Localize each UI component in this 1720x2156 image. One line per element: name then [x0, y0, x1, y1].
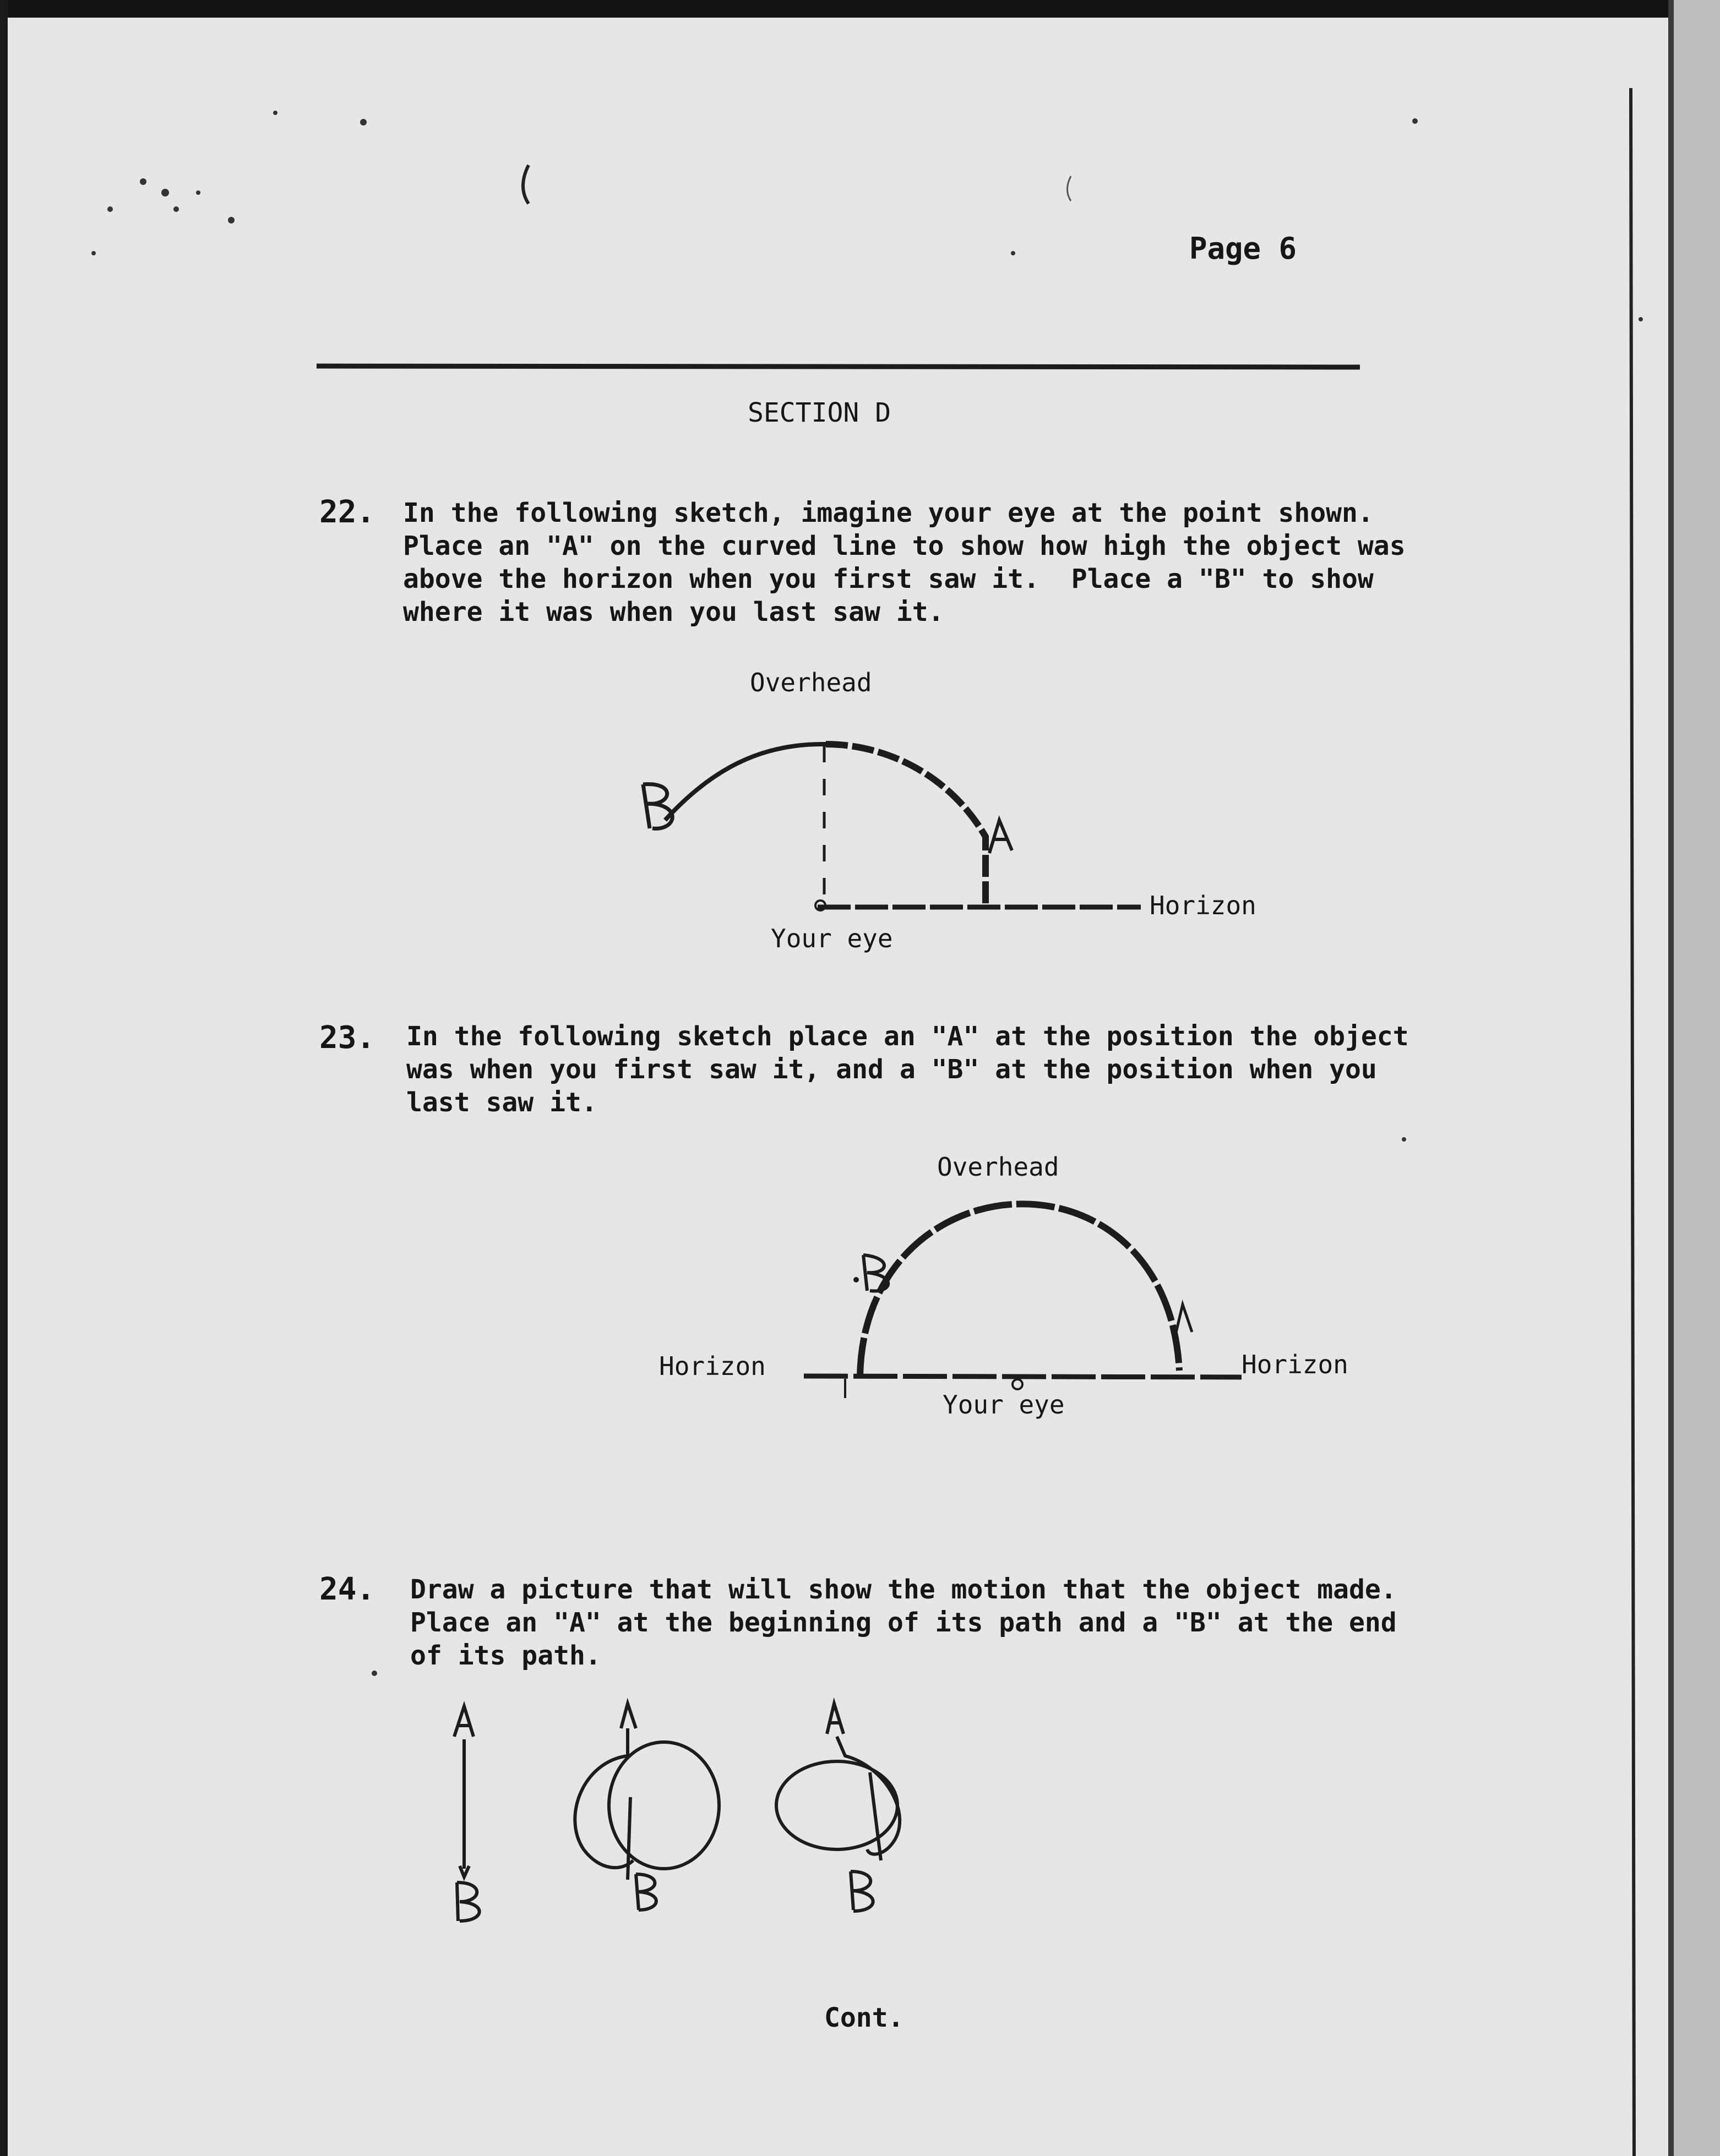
question-22-number: 22. — [319, 494, 375, 530]
question-22-line-1: In the following sketch, imagine your eye at the point shown. — [403, 498, 1374, 528]
top-border — [0, 0, 1720, 18]
q22-horizon-label: Horizon — [1150, 891, 1256, 920]
q23-handwritten-a — [1173, 1299, 1199, 1344]
q22-handwritten-b — [644, 768, 671, 813]
q22-overhead-label: Overhead — [750, 668, 872, 697]
q23-horizon-line — [804, 1376, 1242, 1377]
continued-label: Cont. — [824, 2002, 904, 2033]
section-title: SECTION D — [748, 397, 891, 428]
question-24-line-1: Draw a picture that will show the motion that the object made. — [410, 1574, 1397, 1605]
q24-drawing-3-a — [826, 1698, 852, 1743]
question-24-number: 24. — [319, 1571, 375, 1607]
question-22-line-4: where it was when you last saw it. — [403, 597, 944, 627]
question-24-line-3: of its path. — [410, 1640, 601, 1671]
q23-horizon-right-label: Horizon — [1242, 1350, 1348, 1379]
question-23-line-1: In the following sketch place an "A" at the position the object — [406, 1021, 1409, 1052]
q23-overhead-label: Overhead — [937, 1152, 1059, 1182]
question-23-line-3: last saw it. — [406, 1087, 597, 1118]
q23-horizon-left-label: Horizon — [659, 1351, 766, 1381]
q24-drawing-2-b — [633, 1869, 660, 1914]
header-rule — [317, 366, 1360, 367]
left-border — [0, 0, 8, 2156]
q22-handwritten-a — [986, 809, 1012, 854]
question-22-line-2: Place an "A" on the curved line to show how high the object was — [403, 531, 1406, 561]
page-number: Page 6 — [1189, 231, 1297, 266]
q24-drawing-1-a — [450, 1701, 477, 1746]
question-22-line-3: above the horizon when you first saw it. Place a "B" to show — [403, 564, 1374, 594]
q24-drawing-1-b — [454, 1877, 481, 1922]
q23-handwritten-b — [864, 1249, 891, 1295]
q22-your-eye-label: Your eye — [771, 924, 893, 953]
question-23-number: 23. — [319, 1020, 375, 1056]
q23-your-eye-label: Your eye — [943, 1390, 1065, 1420]
question-23-line-2: was when you first saw it, and a "B" at the position when you — [406, 1054, 1377, 1085]
question-24-line-2: Place an "A" at the beginning of its path and a "B" at the end — [410, 1607, 1397, 1638]
q24-drawing-2-a — [619, 1698, 646, 1743]
q24-drawing-3-b — [848, 1866, 874, 1911]
